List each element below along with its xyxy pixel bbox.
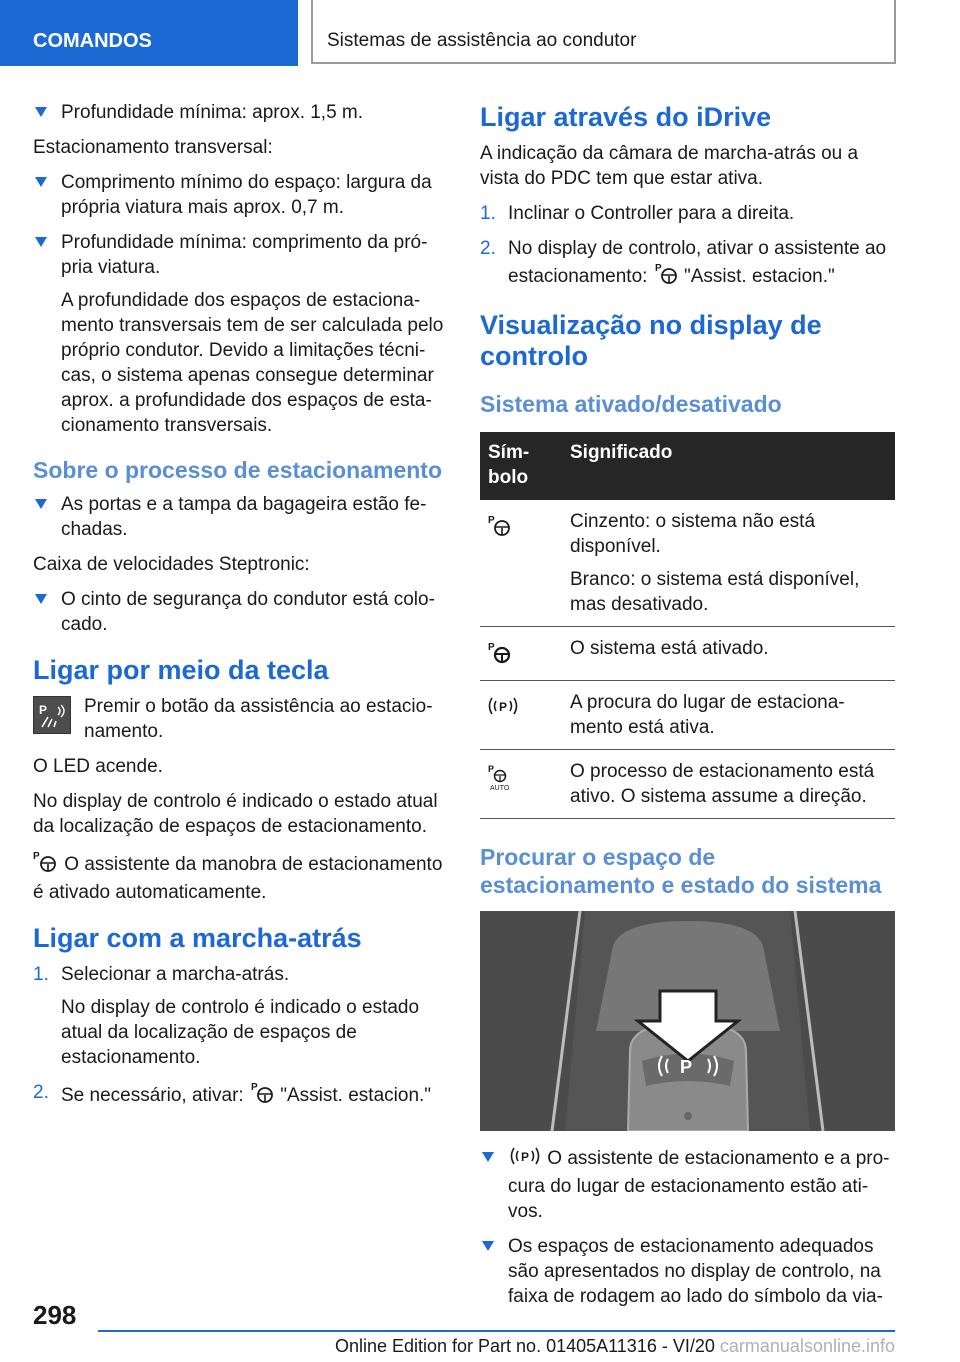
list-item-text: O cinto de segurança do condutor está colocado. [61,589,435,635]
symbol-cell [480,750,562,819]
svg-text:P: P [521,1150,530,1164]
steering-wheel-p-icon [653,261,679,292]
watermark-text: carmanualsonline.info [719,1336,895,1356]
parking-search-icon [508,1145,542,1174]
step-text: Inclinar o Controller para a direita. [508,203,795,224]
bullet-triangle-icon [482,1152,494,1162]
page-number: 298 [33,1300,77,1330]
heading-idrive: Ligar através do iDrive [480,102,772,132]
heading-sistema: Sistema ativado/desativado [480,391,782,417]
symbol-cell [480,681,562,750]
figure-p-label: P [680,1057,693,1077]
auto-activation-text [33,849,445,905]
steptronic-label: Caixa de velocidades Steptronic: [33,554,310,575]
meaning-text: O sistema está ativado. [570,638,769,659]
step-text: Selecionar a marcha-atrás. [61,964,290,985]
meaning-cell [562,750,895,819]
list-item-text: Profundidade mínima: aprox. 1,5 m. [61,102,364,123]
svg-text:P: P [250,1082,258,1093]
list-item [480,1234,895,1309]
steering-wheel-p-icon [249,1080,275,1111]
display-text: No display de controlo é indicado o estado atual da localização de espaços de estacionamento. [33,791,438,837]
meaning-cell [562,627,895,681]
list-item-note: A profundidade dos espaços de estacionamento transversais tem de ser calculada pelo próprio condutor. Devido a limitações técnicas, o sistema apenas consegue determinar aprox. a profundidade dos espaços de estacionamento transversais. [61,290,444,436]
auto-label: AUTO [490,785,510,791]
heading-procurar: Procurar o espaço de estacionamento e estado do sistema [480,844,882,898]
table-row [480,627,895,681]
meaning-cell [562,681,895,750]
svg-text:P: P [39,703,48,717]
list-item-text: As portas e a tampa da bagageira estão fechadas. [61,494,427,540]
idrive-text: A indicação da câmara de marcha-atrás ou a vista do PDC tem que estar ativa. [480,143,859,189]
auto-text: O assistente da manobra de estacionamento é ativado automaticamente. [33,854,443,903]
svg-text:P: P [499,700,508,714]
parking-display-figure [480,911,895,1131]
list-item-text: Profundidade mínima: comprimento da própria viatura. [61,232,428,278]
left-column [33,100,445,1121]
meaning-text: Branco: o sistema está disponível, mas desativado. [570,569,860,615]
bullet-triangle-icon [35,594,47,604]
table-row [480,500,895,627]
tecla-text: Premir o botão da assistência ao estacionamento. [84,696,433,742]
heading-tecla: Ligar por meio da tecla [33,655,329,685]
step-number: 1. [33,964,49,985]
step-text [61,1080,445,1111]
chapter-title: Sistemas de assistência ao condutor [311,0,896,64]
step-text-pre: Se necessário, ativar: [61,1085,244,1106]
step-number: 1. [480,203,496,224]
section-title: COMANDOS [0,0,298,66]
page-header [0,0,960,66]
step-number: 2. [480,238,496,259]
svg-text:P: P [488,642,495,653]
svg-text:P: P [488,764,495,774]
meaning-text: A procura do lugar de estacionamento está ativa. [570,692,845,738]
step-number: 2. [33,1082,49,1103]
right-column [480,100,895,1319]
list-item [33,587,445,637]
footer-edition [98,1336,895,1357]
list-item [33,100,445,125]
meaning-text: O processo de estacionamento está ativo. O sistema assume a direção. [570,761,875,807]
step-text [508,236,895,292]
rb1-text: O assistente de estacionamento e a procura do lugar de estacionamento estão ativos. [508,1148,890,1222]
step-text-post: "Assist. estacion." [683,266,835,287]
list-item-text: Comprimento mínimo do espaço: largura da própria viatura mais aprox. 0,7 m. [61,172,432,218]
step-item [480,236,895,292]
parking-assistant-button-icon [33,696,71,734]
steering-wheel-p-icon [486,515,512,542]
step-item [480,201,895,226]
table-row [480,750,895,819]
svg-text:P: P [33,851,40,862]
steering-wheel-p-icon [33,849,59,880]
symbol-table [480,432,895,819]
transversal-label: Estacionamento transversal: [33,137,273,158]
edition-text: Online Edition for Part no. 01405A11316 - VI/20 [334,1336,715,1356]
col-meaning-header: Significado [562,432,895,500]
table-row [480,681,895,750]
bullet-triangle-icon [35,237,47,247]
step-text-post: "Assist. estacion." [280,1085,432,1106]
svg-text:P: P [488,515,495,526]
footer-divider [98,1330,895,1332]
heading-processo: Sobre o processo de estacionamento [33,457,443,483]
bullet-triangle-icon [35,177,47,187]
step-subtext: No display de controlo é indicado o estado atual da localização de espaços de estacionamento. [61,997,420,1068]
list-item-text [508,1145,895,1224]
symbol-cell [480,500,562,627]
steering-wheel-p-icon [486,642,512,669]
heading-marcha: Ligar com a marcha-atrás [33,923,362,953]
step-item [33,1080,445,1111]
steering-wheel-p-auto-icon [486,764,516,796]
bullet-triangle-icon [35,107,47,117]
bullet-triangle-icon [482,1241,494,1251]
list-item [33,170,445,220]
tecla-instruction [33,694,445,744]
heading-visual: Visualização no display de controlo [480,310,822,371]
step-text-pre: No display de controlo, ativar o assistente ao estacionamento: [508,238,887,287]
meaning-text: Cinzento: o sistema não está disponível. [570,511,816,557]
parking-search-icon [486,702,520,723]
col-symbol-header: Símbolo [480,432,562,500]
step-item [33,962,445,1070]
meaning-cell [562,500,895,627]
list-item [33,492,445,542]
svg-text:P: P [654,263,662,274]
led-text: O LED acende. [33,756,163,777]
list-item [480,1145,895,1224]
bullet-triangle-icon [35,499,47,509]
list-item-text: Os espaços de estacionamento adequados são apresentados no display de controlo, na faixa de rodagem ao lado do símbolo da via- [508,1236,883,1307]
table-header-row [480,432,895,500]
symbol-cell [480,627,562,681]
list-item [33,230,445,438]
